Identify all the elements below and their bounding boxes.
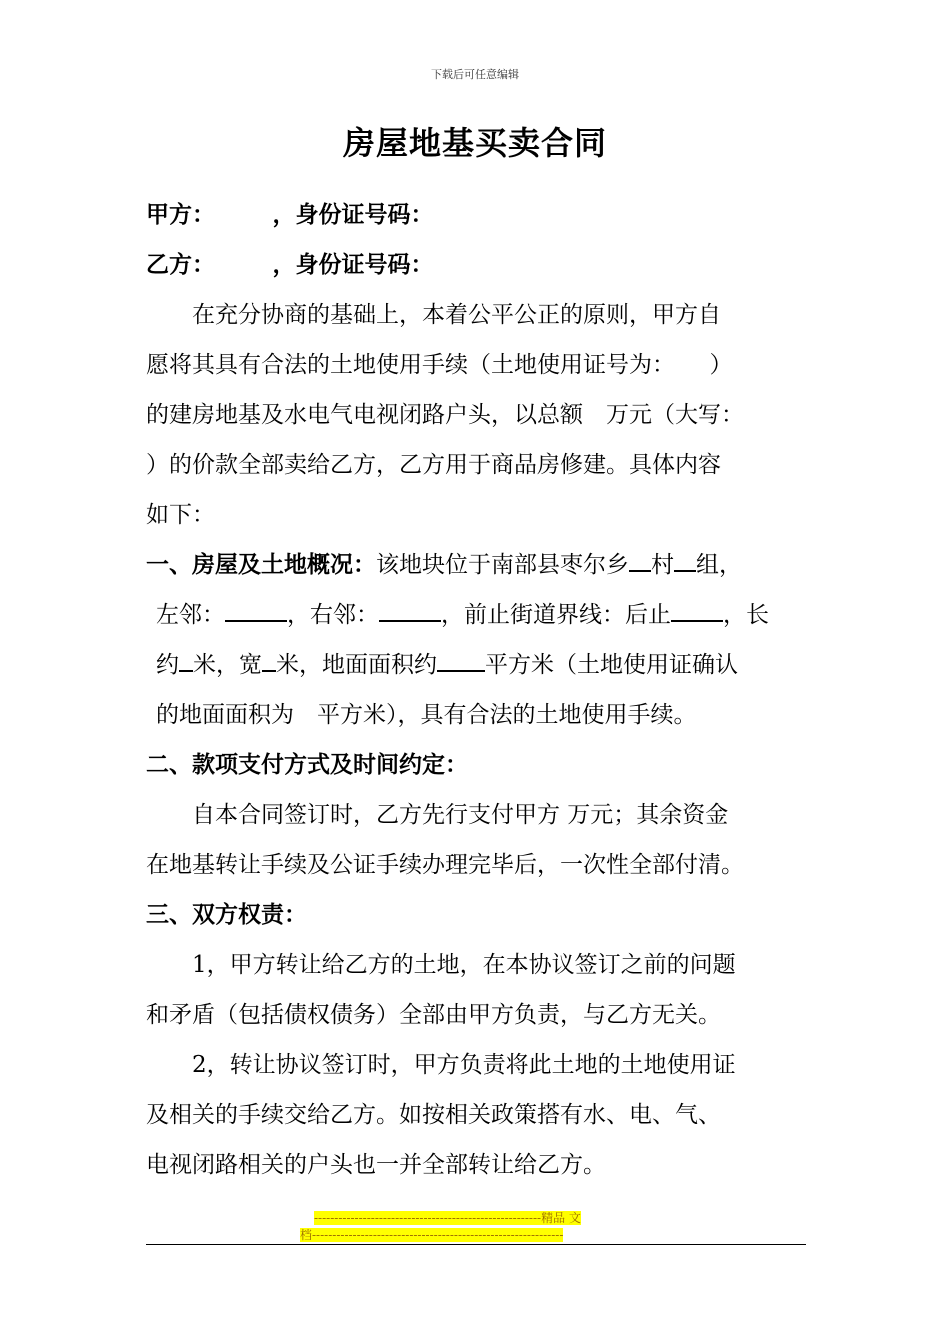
section2-line-2: 在地基转让手续及公证手续办理完毕后，一次性全部付清。 xyxy=(146,852,744,878)
section1-line-3 xyxy=(156,640,810,690)
header-note: 下载后可任意编辑 xyxy=(431,68,519,81)
party-b-line: 乙方： ，身份证号码： xyxy=(146,251,434,278)
section3-item1-line-1: 1，甲方转让给乙方的土地，在本协议签订之前的问题 xyxy=(146,952,736,978)
section3-item2-line-1: 2，转让协议签订时，甲方负责将此土地的土地使用证 xyxy=(146,1052,736,1078)
party-a-line: 甲方： ，身份证号码： xyxy=(146,201,434,228)
village-label: 村 xyxy=(651,552,674,578)
left-neighbor-label: 左邻 xyxy=(156,602,202,628)
section3-item2-line-3: 电视闭路相关的户头也一并全部转让给乙方。 xyxy=(146,1152,606,1178)
boundary-text: ，前止街道界线：后止 xyxy=(441,602,671,628)
footer-watermark xyxy=(300,1210,650,1244)
intro-line-1: 在充分协商的基础上，本着公平公正的原则，甲方自 xyxy=(146,302,721,328)
section3-item1-line-2: 和矛盾（包括债权债务）全部由甲方负责，与乙方无关。 xyxy=(146,1002,721,1028)
blank-village xyxy=(629,544,651,572)
blank-area xyxy=(437,644,485,672)
section1-text: 该地块位于南部县枣尔乡 xyxy=(376,552,629,578)
width-label: 米，宽 xyxy=(193,652,262,678)
right-neighbor-colon: ： xyxy=(356,602,379,628)
blank-group xyxy=(674,544,696,572)
left-neighbor-colon: ： xyxy=(202,602,225,628)
area-unit-text: 平方米（土地使用证确认 xyxy=(485,652,738,678)
section2-line-1: 自本合同签订时，乙方先行支付甲方 万元；其余资金 xyxy=(146,802,729,828)
right-neighbor-label: ，右邻 xyxy=(287,602,356,628)
length-label: ，长 xyxy=(723,602,769,628)
blank-width xyxy=(262,644,276,672)
footer-rule xyxy=(146,1244,806,1245)
group-label: 组， xyxy=(696,552,742,578)
section1-line-1 xyxy=(146,540,810,590)
intro-line-4: ）的价款全部卖给乙方，乙方用于商品房修建。具体内容 xyxy=(146,452,721,478)
intro-line-2: 愿将其具有合法的土地使用手续（土地使用证号为： ） xyxy=(146,352,733,378)
blank-rear-boundary xyxy=(671,594,723,622)
blank-left-neighbor xyxy=(225,594,287,622)
blank-length xyxy=(179,644,193,672)
section1-heading: 一、房屋及土地概况： xyxy=(146,551,376,578)
blank-right-neighbor xyxy=(379,594,441,622)
area-label: 米，地面面积约 xyxy=(276,652,437,678)
section2-heading: 二、款项支付方式及时间约定： xyxy=(146,751,468,778)
document-title: 房屋地基买卖合同 xyxy=(342,124,607,162)
footer-line-2: 档-------------------------------------------------------------- xyxy=(300,1228,564,1242)
section3-heading: 三、双方权责： xyxy=(146,901,307,928)
footer-line-1: --------------------------------------------------------精品 文 xyxy=(314,1211,581,1225)
section3-item2-line-2: 及相关的手续交给乙方。如按相关政策搭有水、电、气、 xyxy=(146,1102,721,1128)
section1-line-2 xyxy=(156,590,810,640)
section1-line-4: 的地面面积为 平方米），具有合法的土地使用手续。 xyxy=(156,702,697,728)
length-about: 约 xyxy=(156,652,179,678)
intro-line-3: 的建房地基及水电气电视闭路户头，以总额 万元（大写： xyxy=(146,402,744,428)
intro-line-5: 如下： xyxy=(146,502,215,528)
